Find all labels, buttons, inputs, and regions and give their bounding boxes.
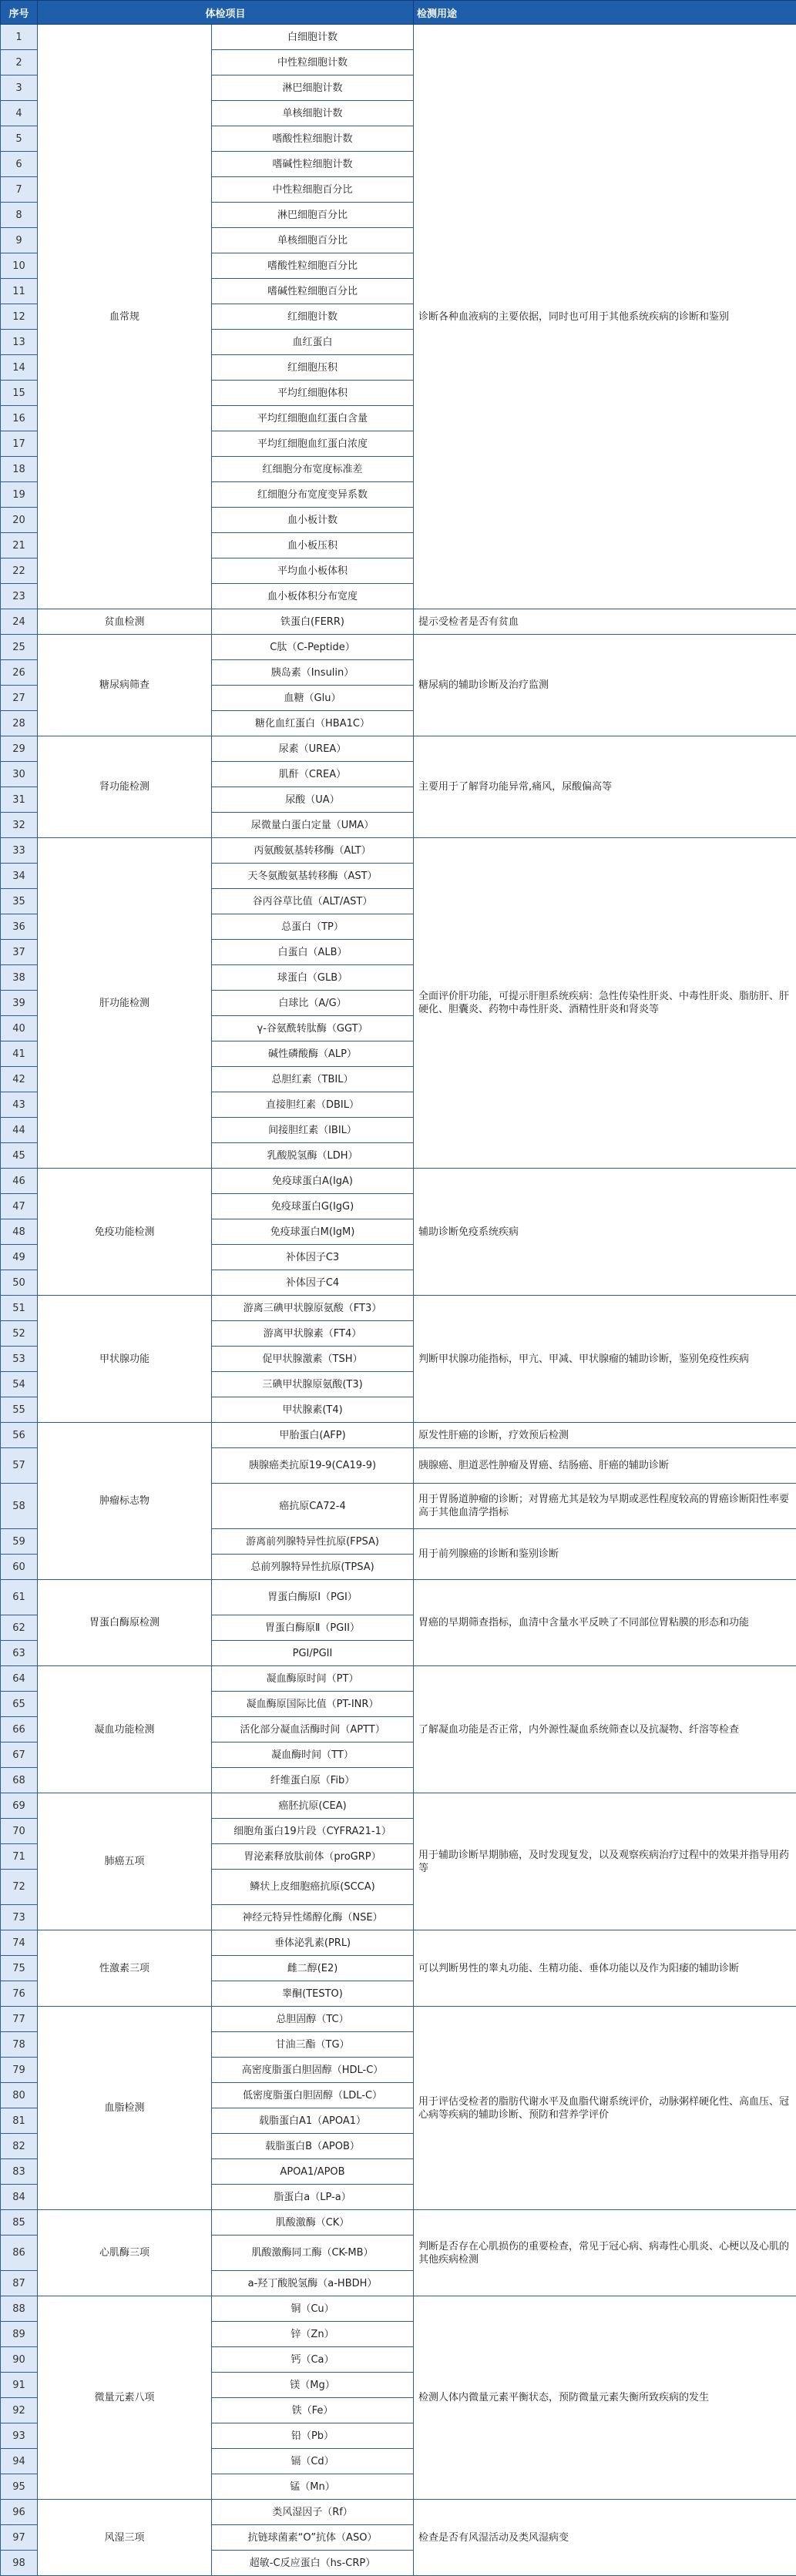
item-cell: 间接胆红素（IBIL） bbox=[212, 1118, 414, 1143]
row-number: 62 bbox=[1, 1615, 38, 1641]
item-cell: 血小板体积分布宽度 bbox=[212, 584, 414, 609]
item-cell: PGI/PGII bbox=[212, 1641, 414, 1666]
item-cell: 甲状腺素(T4) bbox=[212, 1397, 414, 1423]
category-cell: 血常规 bbox=[38, 25, 212, 609]
table-row bbox=[1, 1169, 796, 1194]
row-number: 8 bbox=[1, 203, 38, 228]
row-number: 97 bbox=[1, 2525, 38, 2551]
item-cell: 促甲状腺激素（TSH） bbox=[212, 1347, 414, 1372]
item-cell: 纤维蛋白原（Fib） bbox=[212, 1768, 414, 1793]
row-number: 56 bbox=[1, 1423, 38, 1448]
item-cell: 嗜碱性粒细胞百分比 bbox=[212, 279, 414, 304]
item-cell: 总蛋白（TP） bbox=[212, 914, 414, 940]
item-cell: 红细胞分布宽度变异系数 bbox=[212, 482, 414, 508]
row-number: 89 bbox=[1, 2322, 38, 2347]
item-cell: 细胞角蛋白19片段（CYFRA21-1） bbox=[212, 1819, 414, 1844]
row-number: 80 bbox=[1, 2083, 38, 2108]
row-number: 30 bbox=[1, 762, 38, 787]
item-cell: 鳞状上皮细胞癌抗原(SCCA) bbox=[212, 1870, 414, 1905]
item-cell: 载脂蛋白A1（APOA1） bbox=[212, 2108, 414, 2134]
category-cell: 凝血功能检测 bbox=[38, 1666, 212, 1793]
item-cell: 淋巴细胞百分比 bbox=[212, 203, 414, 228]
category-cell: 微量元素八项 bbox=[38, 2296, 212, 2500]
item-cell: 铜（Cu） bbox=[212, 2296, 414, 2322]
purpose-cell: 原发性肝癌的诊断，疗效预后检测 bbox=[414, 1423, 796, 1448]
item-cell: 免疫球蛋白G(IgG) bbox=[212, 1194, 414, 1219]
item-cell: 凝血酶原国际比值（PT-INR） bbox=[212, 1692, 414, 1717]
item-cell: 肌酐（CREA） bbox=[212, 762, 414, 787]
row-number: 11 bbox=[1, 279, 38, 304]
item-cell: 雌二醇(E2) bbox=[212, 1956, 414, 1981]
item-cell: APOA1/APOB bbox=[212, 2159, 414, 2185]
item-cell: 血小板压积 bbox=[212, 533, 414, 558]
item-cell: 球蛋白（GLB） bbox=[212, 965, 414, 991]
item-cell: 钙（Ca） bbox=[212, 2347, 414, 2373]
purpose-cell: 全面评价肝功能，可提示肝胆系统疾病：急性传染性肝炎、中毒性肝炎、脂肪肝、肝硬化、胆囊炎、药物中毒性肝炎、酒精性肝炎和肾炎等 bbox=[414, 838, 796, 1169]
purpose-cell: 用于辅助诊断早期肺癌，及时发现复发，以及观察疾病治疗过程中的效果并指导用药等 bbox=[414, 1793, 796, 1930]
table-row bbox=[1, 1580, 796, 1615]
item-cell: 铁蛋白(FERR) bbox=[212, 609, 414, 635]
table-row bbox=[1, 609, 796, 635]
item-cell: 癌胚抗原(CEA) bbox=[212, 1793, 414, 1819]
item-cell: 游离甲状腺素（FT4） bbox=[212, 1321, 414, 1347]
row-number: 65 bbox=[1, 1692, 38, 1717]
table-row bbox=[1, 736, 796, 762]
item-cell: 白球比（A/G） bbox=[212, 991, 414, 1016]
row-number: 95 bbox=[1, 2474, 38, 2500]
item-cell: 红细胞压积 bbox=[212, 355, 414, 381]
item-cell: 垂体泌乳素(PRL) bbox=[212, 1930, 414, 1956]
row-number: 37 bbox=[1, 940, 38, 965]
item-cell: 锌（Zn） bbox=[212, 2322, 414, 2347]
row-number: 34 bbox=[1, 864, 38, 889]
purpose-cell: 诊断各种血液病的主要依据，同时也可用于其他系统疾病的诊断和鉴别 bbox=[414, 25, 796, 609]
row-number: 17 bbox=[1, 431, 38, 457]
row-number: 77 bbox=[1, 2007, 38, 2032]
row-number: 84 bbox=[1, 2185, 38, 2210]
row-number: 22 bbox=[1, 558, 38, 584]
table-row bbox=[1, 25, 796, 50]
table-row bbox=[1, 1666, 796, 1692]
row-number: 57 bbox=[1, 1448, 38, 1484]
item-cell: 单核细胞百分比 bbox=[212, 228, 414, 253]
category-cell: 胃蛋白酶原检测 bbox=[38, 1580, 212, 1666]
row-number: 92 bbox=[1, 2398, 38, 2423]
item-cell: 肌酸激酶（CK） bbox=[212, 2210, 414, 2236]
row-number: 51 bbox=[1, 1296, 38, 1321]
item-cell: 尿微量白蛋白定量（UMA） bbox=[212, 813, 414, 838]
item-cell: 总前列腺特异性抗原(TPSA) bbox=[212, 1555, 414, 1580]
table-row bbox=[1, 1423, 796, 1448]
item-cell: 单核细胞计数 bbox=[212, 101, 414, 126]
category-cell: 性激素三项 bbox=[38, 1930, 212, 2007]
item-cell: 超敏-C反应蛋白（hs-CRP） bbox=[212, 2551, 414, 2576]
row-number: 1 bbox=[1, 25, 38, 50]
purpose-cell: 糖尿病的辅助诊断及治疗监测 bbox=[414, 635, 796, 736]
item-cell: 嗜酸性粒细胞百分比 bbox=[212, 253, 414, 279]
row-number: 61 bbox=[1, 1580, 38, 1615]
row-number: 91 bbox=[1, 2373, 38, 2398]
category-cell: 血脂检测 bbox=[38, 2007, 212, 2210]
item-cell: 铅（Pb） bbox=[212, 2423, 414, 2449]
row-number: 68 bbox=[1, 1768, 38, 1793]
item-cell: 血红蛋白 bbox=[212, 330, 414, 355]
purpose-cell: 用于前列腺癌的诊断和鉴别诊断 bbox=[414, 1529, 796, 1580]
row-number: 31 bbox=[1, 787, 38, 813]
item-cell: 血小板计数 bbox=[212, 508, 414, 533]
row-number: 42 bbox=[1, 1067, 38, 1092]
purpose-cell: 判断是否存在心肌损伤的重要检查，常见于冠心病、病毒性心肌炎、心梗以及心肌的其他疾病检测 bbox=[414, 2210, 796, 2296]
row-number: 10 bbox=[1, 253, 38, 279]
item-cell: 癌抗原CA72-4 bbox=[212, 1484, 414, 1529]
item-cell: 红细胞分布宽度标准差 bbox=[212, 457, 414, 482]
row-number: 12 bbox=[1, 304, 38, 330]
row-number: 27 bbox=[1, 686, 38, 711]
table-row bbox=[1, 2210, 796, 2236]
row-number: 2 bbox=[1, 50, 38, 75]
item-cell: 补体因子C3 bbox=[212, 1245, 414, 1270]
purpose-cell: 辅助诊断免疫系统疾病 bbox=[414, 1169, 796, 1296]
table-row bbox=[1, 1296, 796, 1321]
item-cell: 低密度脂蛋白胆固醇（LDL-C） bbox=[212, 2083, 414, 2108]
row-number: 3 bbox=[1, 75, 38, 101]
row-number: 90 bbox=[1, 2347, 38, 2373]
row-number: 54 bbox=[1, 1372, 38, 1397]
row-number: 53 bbox=[1, 1347, 38, 1372]
row-number: 16 bbox=[1, 406, 38, 431]
row-number: 83 bbox=[1, 2159, 38, 2185]
item-cell: a-羟丁酸脱氢酶（a-HBDH） bbox=[212, 2271, 414, 2296]
row-number: 43 bbox=[1, 1092, 38, 1118]
item-cell: 凝血酶原时间（PT） bbox=[212, 1666, 414, 1692]
row-number: 63 bbox=[1, 1641, 38, 1666]
table-row bbox=[1, 2500, 796, 2525]
table-row bbox=[1, 635, 796, 660]
item-cell: 总胆红素（TBIL） bbox=[212, 1067, 414, 1092]
item-cell: 谷丙谷草比值（ALT/AST） bbox=[212, 889, 414, 914]
purpose-cell: 用于胃肠道肿瘤的诊断；对胃癌尤其是较为早期或恶性程度较高的胃癌诊断阳性率要高于其他血清学指标 bbox=[414, 1484, 796, 1529]
item-cell: 白蛋白（ALB） bbox=[212, 940, 414, 965]
row-number: 52 bbox=[1, 1321, 38, 1347]
header-number: 序号 bbox=[1, 1, 38, 25]
table-row bbox=[1, 1793, 796, 1819]
item-cell: 总胆固醇（TC） bbox=[212, 2007, 414, 2032]
row-number: 73 bbox=[1, 1905, 38, 1930]
row-number: 88 bbox=[1, 2296, 38, 2322]
table-body bbox=[1, 25, 796, 2576]
item-cell: 三碘甲状腺原氨酸(T3) bbox=[212, 1372, 414, 1397]
row-number: 20 bbox=[1, 508, 38, 533]
row-number: 15 bbox=[1, 381, 38, 406]
row-number: 5 bbox=[1, 126, 38, 152]
purpose-cell: 可以判断男性的睾丸功能、生精功能、垂体功能以及作为阳痿的辅助诊断 bbox=[414, 1930, 796, 2007]
item-cell: 嗜酸性粒细胞计数 bbox=[212, 126, 414, 152]
row-number: 26 bbox=[1, 660, 38, 686]
row-number: 60 bbox=[1, 1555, 38, 1580]
row-number: 25 bbox=[1, 635, 38, 660]
item-cell: 嗜碱性粒细胞计数 bbox=[212, 152, 414, 177]
category-cell: 糖尿病筛查 bbox=[38, 635, 212, 736]
row-number: 55 bbox=[1, 1397, 38, 1423]
row-number: 36 bbox=[1, 914, 38, 940]
item-cell: γ-谷氨酰转肽酶（GGT） bbox=[212, 1016, 414, 1041]
row-number: 98 bbox=[1, 2551, 38, 2576]
row-number: 9 bbox=[1, 228, 38, 253]
category-cell: 肿瘤标志物 bbox=[38, 1423, 212, 1580]
table-row bbox=[1, 838, 796, 864]
row-number: 94 bbox=[1, 2449, 38, 2474]
item-cell: 镉（Cd） bbox=[212, 2449, 414, 2474]
item-cell: 淋巴细胞计数 bbox=[212, 75, 414, 101]
row-number: 29 bbox=[1, 736, 38, 762]
item-cell: 中性粒细胞计数 bbox=[212, 50, 414, 75]
row-number: 32 bbox=[1, 813, 38, 838]
item-cell: 尿素（UREA） bbox=[212, 736, 414, 762]
item-cell: 免疫球蛋白M(IgM) bbox=[212, 1219, 414, 1245]
row-number: 66 bbox=[1, 1717, 38, 1742]
item-cell: 胃泌素释放肽前体（proGRP） bbox=[212, 1844, 414, 1870]
item-cell: 平均红细胞血红蛋白含量 bbox=[212, 406, 414, 431]
item-cell: 碱性磷酸酶（ALP） bbox=[212, 1041, 414, 1067]
item-cell: 载脂蛋白B（APOB） bbox=[212, 2134, 414, 2159]
item-cell: 直接胆红素（DBIL） bbox=[212, 1092, 414, 1118]
item-cell: 肌酸激酶同工酶（CK-MB） bbox=[212, 2236, 414, 2271]
row-number: 24 bbox=[1, 609, 38, 635]
category-cell: 肺癌五项 bbox=[38, 1793, 212, 1930]
category-cell: 心肌酶三项 bbox=[38, 2210, 212, 2296]
category-cell: 贫血检测 bbox=[38, 609, 212, 635]
row-number: 71 bbox=[1, 1844, 38, 1870]
row-number: 49 bbox=[1, 1245, 38, 1270]
row-number: 33 bbox=[1, 838, 38, 864]
row-number: 74 bbox=[1, 1930, 38, 1956]
table-header-row bbox=[1, 1, 796, 25]
row-number: 67 bbox=[1, 1742, 38, 1768]
item-cell: 胰岛素（Insulin） bbox=[212, 660, 414, 686]
row-number: 82 bbox=[1, 2134, 38, 2159]
item-cell: 高密度脂蛋白胆固醇（HDL-C） bbox=[212, 2058, 414, 2083]
row-number: 40 bbox=[1, 1016, 38, 1041]
item-cell: 血糖（Glu） bbox=[212, 686, 414, 711]
table-row bbox=[1, 1930, 796, 1956]
row-number: 69 bbox=[1, 1793, 38, 1819]
row-number: 39 bbox=[1, 991, 38, 1016]
row-number: 86 bbox=[1, 2236, 38, 2271]
row-number: 44 bbox=[1, 1118, 38, 1143]
row-number: 50 bbox=[1, 1270, 38, 1296]
row-number: 13 bbox=[1, 330, 38, 355]
row-number: 21 bbox=[1, 533, 38, 558]
purpose-cell: 检查是否有风湿活动及类风湿病变 bbox=[414, 2500, 796, 2576]
item-cell: 免疫球蛋白A(IgA) bbox=[212, 1169, 414, 1194]
item-cell: 活化部分凝血活酶时间（APTT） bbox=[212, 1717, 414, 1742]
item-cell: 脂蛋白a（LP-a） bbox=[212, 2185, 414, 2210]
item-cell: 丙氨酸氨基转移酶（ALT） bbox=[212, 838, 414, 864]
item-cell: 类风湿因子（Rf） bbox=[212, 2500, 414, 2525]
header-item: 体检项目 bbox=[38, 1, 414, 25]
table-row bbox=[1, 2296, 796, 2322]
header-purpose: 检测用途 bbox=[414, 1, 796, 25]
item-cell: 白细胞计数 bbox=[212, 25, 414, 50]
category-cell: 肾功能检测 bbox=[38, 736, 212, 838]
item-cell: 红细胞计数 bbox=[212, 304, 414, 330]
purpose-cell: 主要用于了解肾功能异常,痛风，尿酸偏高等 bbox=[414, 736, 796, 838]
row-number: 75 bbox=[1, 1956, 38, 1981]
purpose-cell: 胰腺癌、胆道恶性肿瘤及胃癌、结肠癌、肝癌的辅助诊断 bbox=[414, 1448, 796, 1484]
row-number: 87 bbox=[1, 2271, 38, 2296]
row-number: 28 bbox=[1, 711, 38, 736]
item-cell: 天冬氨酸氨基转移酶（AST） bbox=[212, 864, 414, 889]
item-cell: 睾酮(TESTO) bbox=[212, 1981, 414, 2007]
item-cell: 糖化血红蛋白（HBA1C） bbox=[212, 711, 414, 736]
item-cell: 凝血酶时间（TT） bbox=[212, 1742, 414, 1768]
row-number: 72 bbox=[1, 1870, 38, 1905]
row-number: 41 bbox=[1, 1041, 38, 1067]
item-cell: 游离前列腺特异性抗原(FPSA) bbox=[212, 1529, 414, 1555]
item-cell: C肽（C-Peptide） bbox=[212, 635, 414, 660]
row-number: 4 bbox=[1, 101, 38, 126]
item-cell: 锰（Mn） bbox=[212, 2474, 414, 2500]
row-number: 59 bbox=[1, 1529, 38, 1555]
category-cell: 甲状腺功能 bbox=[38, 1296, 212, 1423]
item-cell: 胃蛋白酶原Ⅰ（PGI） bbox=[212, 1580, 414, 1615]
row-number: 85 bbox=[1, 2210, 38, 2236]
item-cell: 胃蛋白酶原Ⅱ（PGII） bbox=[212, 1615, 414, 1641]
row-number: 45 bbox=[1, 1143, 38, 1169]
row-number: 35 bbox=[1, 889, 38, 914]
row-number: 78 bbox=[1, 2032, 38, 2058]
row-number: 96 bbox=[1, 2500, 38, 2525]
row-number: 79 bbox=[1, 2058, 38, 2083]
row-number: 38 bbox=[1, 965, 38, 991]
row-number: 48 bbox=[1, 1219, 38, 1245]
item-cell: 胰腺癌类抗原19-9(CA19-9) bbox=[212, 1448, 414, 1484]
category-cell: 免疫功能检测 bbox=[38, 1169, 212, 1296]
purpose-cell: 胃癌的早期筛查指标，血清中含量水平反映了不同部位胃粘膜的形态和功能 bbox=[414, 1580, 796, 1666]
item-cell: 补体因子C4 bbox=[212, 1270, 414, 1296]
row-number: 93 bbox=[1, 2423, 38, 2449]
item-cell: 神经元特异性烯醇化酶（NSE） bbox=[212, 1905, 414, 1930]
row-number: 76 bbox=[1, 1981, 38, 2007]
item-cell: 乳酸脱氢酶（LDH） bbox=[212, 1143, 414, 1169]
item-cell: 平均红细胞体积 bbox=[212, 381, 414, 406]
purpose-cell: 判断甲状腺功能指标，甲亢、甲减、甲状腺瘤的辅助诊断，鉴别免疫性疾病 bbox=[414, 1296, 796, 1423]
row-number: 19 bbox=[1, 482, 38, 508]
row-number: 46 bbox=[1, 1169, 38, 1194]
row-number: 23 bbox=[1, 584, 38, 609]
item-cell: 铁（Fe） bbox=[212, 2398, 414, 2423]
table-row bbox=[1, 2007, 796, 2032]
item-cell: 平均血小板体积 bbox=[212, 558, 414, 584]
row-number: 64 bbox=[1, 1666, 38, 1692]
purpose-cell: 检测人体内微量元素平衡状态，预防微量元素失衡所致疾病的发生 bbox=[414, 2296, 796, 2500]
item-cell: 平均红细胞血红蛋白浓度 bbox=[212, 431, 414, 457]
item-cell: 游离三碘甲状腺原氨酸（FT3） bbox=[212, 1296, 414, 1321]
purpose-cell: 提示受检者是否有贫血 bbox=[414, 609, 796, 635]
purpose-cell: 了解凝血功能是否正常，内外源性凝血系统筛查以及抗凝物、纤溶等检查 bbox=[414, 1666, 796, 1793]
item-cell: 尿酸（UA） bbox=[212, 787, 414, 813]
row-number: 58 bbox=[1, 1484, 38, 1529]
row-number: 7 bbox=[1, 177, 38, 203]
item-cell: 中性粒细胞百分比 bbox=[212, 177, 414, 203]
item-cell: 抗链球菌素“O”抗体（ASO） bbox=[212, 2525, 414, 2551]
row-number: 70 bbox=[1, 1819, 38, 1844]
item-cell: 镁（Mg） bbox=[212, 2373, 414, 2398]
category-cell: 肝功能检测 bbox=[38, 838, 212, 1169]
item-cell: 甘油三酯（TG） bbox=[212, 2032, 414, 2058]
category-cell: 风湿三项 bbox=[38, 2500, 212, 2576]
row-number: 14 bbox=[1, 355, 38, 381]
row-number: 6 bbox=[1, 152, 38, 177]
row-number: 18 bbox=[1, 457, 38, 482]
item-cell: 甲胎蛋白(AFP) bbox=[212, 1423, 414, 1448]
row-number: 81 bbox=[1, 2108, 38, 2134]
purpose-cell: 用于评估受检者的脂肪代谢水平及血脂代谢系统评价，动脉粥样硬化性、高血压、冠心病等疾病的辅助诊断、预防和营养学评价 bbox=[414, 2007, 796, 2210]
row-number: 47 bbox=[1, 1194, 38, 1219]
